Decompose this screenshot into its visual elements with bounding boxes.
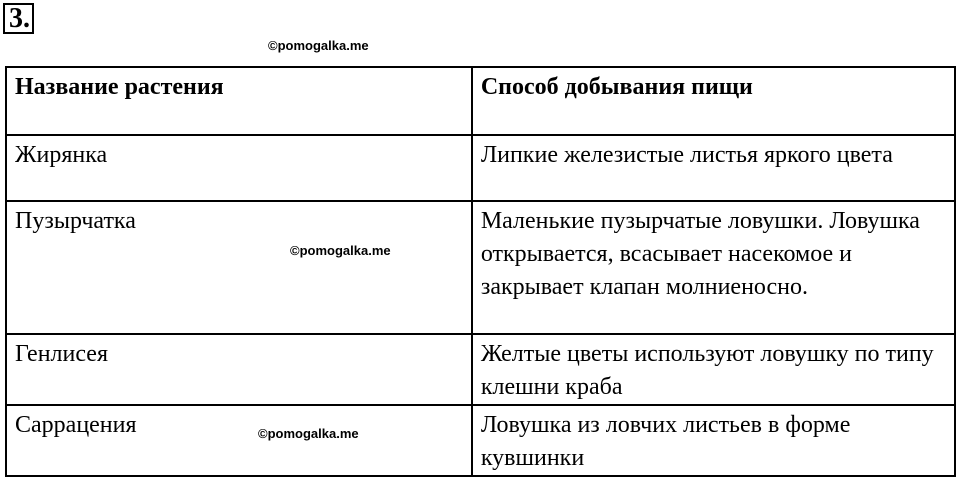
- food-method-cell: Желтые цветы используют ловушку по типу клешни краба: [472, 334, 955, 405]
- food-method-cell: Липкие железистые листья яркого цвета: [472, 135, 955, 201]
- watermark-middle: ©pomogalka.me: [290, 243, 391, 258]
- table-row: [6, 201, 955, 334]
- table-row: [6, 135, 955, 201]
- table-row: [6, 334, 955, 405]
- plant-name-cell: Жирянка: [6, 135, 472, 201]
- food-method-cell: Ловушка из ловчих листьев в форме кувшинки: [472, 405, 955, 476]
- food-method-cell: Маленькие пузырчатые ловушки. Ловушка открывается, всасывает насекомое и закрывает клапан молниеносно.: [472, 201, 955, 334]
- watermark-top: ©pomogalka.me: [268, 38, 369, 53]
- header-food-method: Способ добывания пищи: [472, 67, 955, 135]
- plant-name-cell: Генлисея: [6, 334, 472, 405]
- plant-name-cell: Пузырчатка: [6, 201, 472, 334]
- task-number: 3.: [3, 3, 34, 34]
- table-header-row: [6, 67, 955, 135]
- watermark-bottom: ©pomogalka.me: [258, 426, 359, 441]
- plant-name-cell: Саррацения: [6, 405, 472, 476]
- table-row: [6, 405, 955, 476]
- plants-table: [5, 66, 956, 477]
- header-plant-name: Название растения: [6, 67, 472, 135]
